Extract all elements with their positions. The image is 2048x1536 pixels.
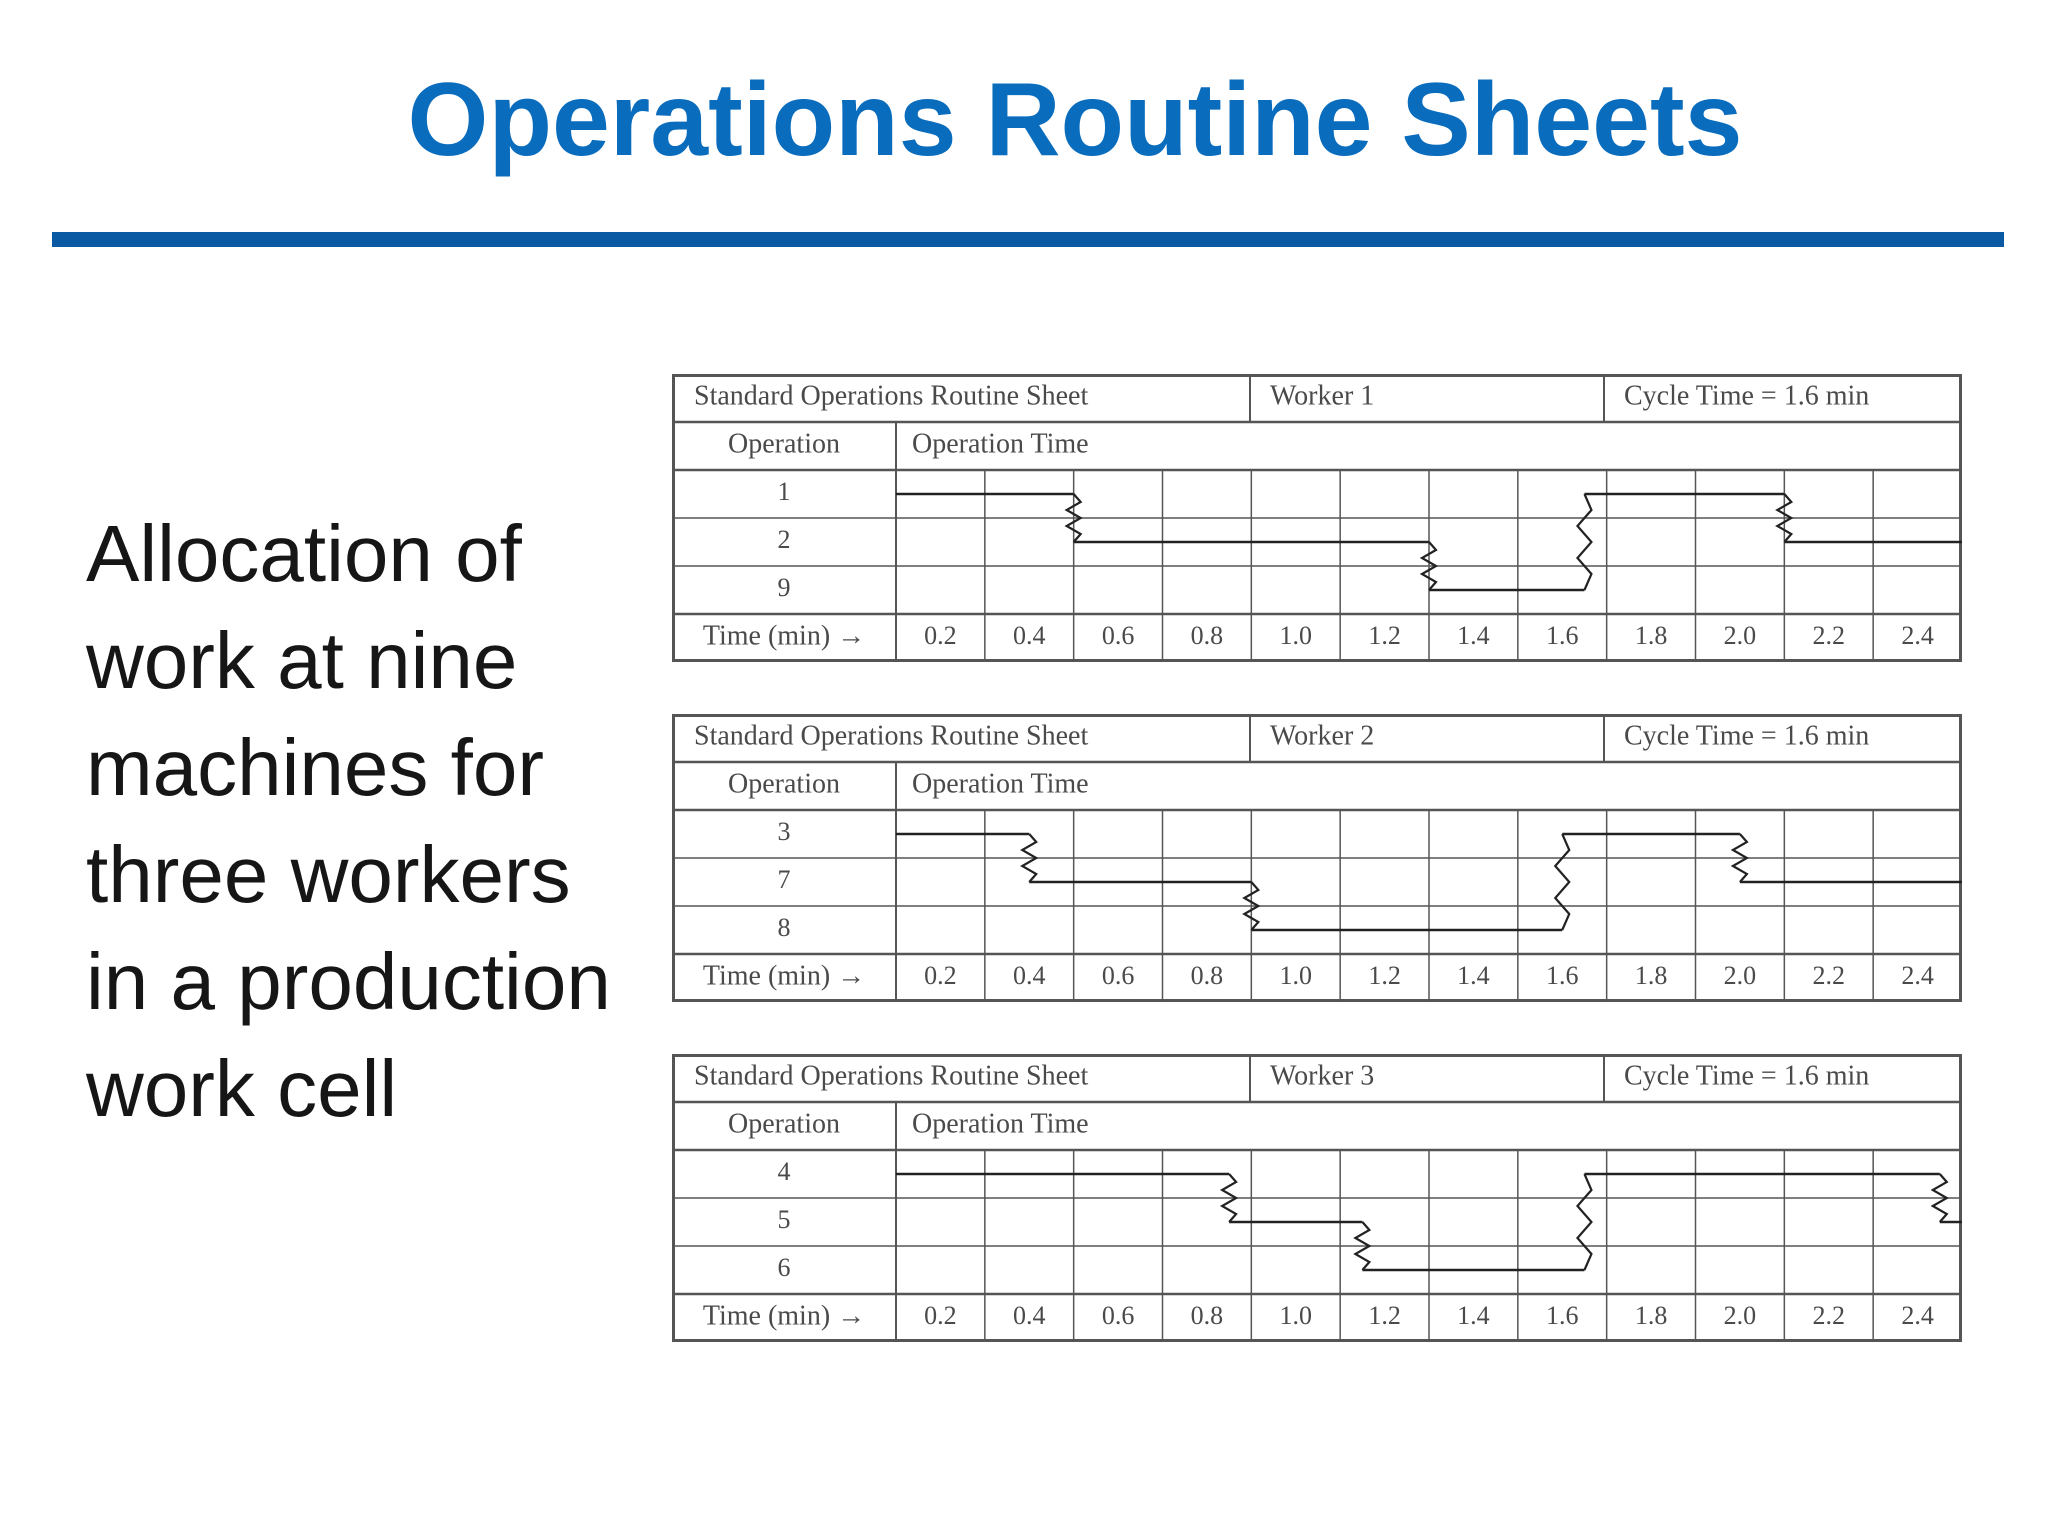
time-tick-label: 1.4 (1457, 1300, 1490, 1330)
time-tick-label: 2.2 (1812, 620, 1845, 650)
routine-sheet-svg (672, 374, 1962, 662)
time-tick-label: 0.6 (1101, 620, 1135, 650)
time-tick-label: 2.2 (1812, 960, 1845, 990)
operation-number: 2 (777, 524, 791, 554)
time-tick-label: 1.0 (1279, 620, 1312, 650)
time-tick-label: 2.4 (1901, 1300, 1934, 1330)
operation-number: 5 (777, 1204, 791, 1234)
operation-header: Operation (728, 428, 840, 460)
sheet-title: Standard Operations Routine Sheet (694, 1060, 1089, 1092)
time-tick-label: 2.0 (1723, 620, 1757, 650)
cycle-time-label: Cycle Time = 1.6 min (1624, 380, 1870, 412)
time-tick-label: 1.8 (1634, 1300, 1668, 1330)
operation-header: Operation (728, 768, 840, 800)
time-tick-label: 1.2 (1368, 1300, 1401, 1330)
time-tick-label: 1.8 (1634, 620, 1668, 650)
operation-number: 9 (777, 572, 791, 602)
time-tick-label: 0.4 (1013, 1300, 1046, 1330)
operation-time-header: Operation Time (912, 428, 1089, 460)
operation-number: 4 (777, 1156, 791, 1186)
time-tick-label: 1.6 (1546, 960, 1579, 990)
operation-time-header: Operation Time (912, 1108, 1089, 1140)
allocation-description: Allocation of work at nine machines for three workers in a production work cell (86, 509, 611, 1133)
sheet-title: Standard Operations Routine Sheet (694, 380, 1089, 412)
cycle-time-label: Cycle Time = 1.6 min (1624, 720, 1870, 752)
time-tick-label: 0.2 (924, 960, 957, 990)
time-tick-label: 2.0 (1723, 1300, 1757, 1330)
time-tick-label: 2.0 (1723, 960, 1757, 990)
time-tick-label: 0.8 (1190, 960, 1224, 990)
time-tick-label: 1.4 (1457, 620, 1490, 650)
cycle-time-label: Cycle Time = 1.6 min (1624, 1060, 1870, 1092)
operation-number: 7 (777, 864, 791, 894)
time-tick-label: 0.6 (1101, 1300, 1135, 1330)
operation-header: Operation (728, 1108, 840, 1140)
routine-sheet-worker-3 (672, 1054, 1962, 1342)
operation-time-header: Operation Time (912, 768, 1089, 800)
worker-label: Worker 2 (1270, 720, 1375, 752)
slide-title: Operations Routine Sheets (407, 62, 1743, 178)
time-axis-label: Time (min) → (702, 1300, 866, 1332)
time-tick-label: 0.2 (924, 620, 957, 650)
time-tick-label: 2.4 (1901, 620, 1934, 650)
routine-sheet-worker-1 (672, 374, 1962, 662)
time-tick-label: 2.4 (1901, 960, 1934, 990)
worker-label: Worker 3 (1270, 1060, 1375, 1092)
worker-label: Worker 1 (1270, 380, 1375, 412)
title-divider (52, 232, 2004, 247)
time-tick-label: 0.6 (1101, 960, 1135, 990)
routine-sheet-svg (672, 1054, 1962, 1342)
time-tick-label: 0.4 (1013, 960, 1046, 990)
operation-number: 8 (777, 912, 791, 942)
time-tick-label: 1.6 (1546, 620, 1579, 650)
routine-sheet-worker-2 (672, 714, 1962, 1002)
time-tick-label: 1.0 (1279, 1300, 1312, 1330)
time-tick-label: 2.2 (1812, 1300, 1845, 1330)
time-axis-label: Time (min) → (702, 620, 866, 652)
time-tick-label: 0.2 (924, 1300, 957, 1330)
time-tick-label: 1.6 (1546, 1300, 1579, 1330)
time-tick-label: 0.8 (1190, 620, 1224, 650)
time-tick-label: 0.4 (1013, 620, 1046, 650)
time-tick-label: 1.2 (1368, 620, 1401, 650)
time-tick-label: 1.0 (1279, 960, 1312, 990)
time-tick-label: 1.4 (1457, 960, 1490, 990)
time-tick-label: 1.8 (1634, 960, 1668, 990)
operation-number: 3 (777, 816, 791, 846)
operation-number: 1 (777, 476, 791, 506)
time-axis-label: Time (min) → (702, 960, 866, 992)
time-tick-label: 1.2 (1368, 960, 1401, 990)
routine-sheet-svg (672, 714, 1962, 1002)
time-tick-label: 0.8 (1190, 1300, 1224, 1330)
sheet-title: Standard Operations Routine Sheet (694, 720, 1089, 752)
operation-number: 6 (777, 1252, 791, 1282)
